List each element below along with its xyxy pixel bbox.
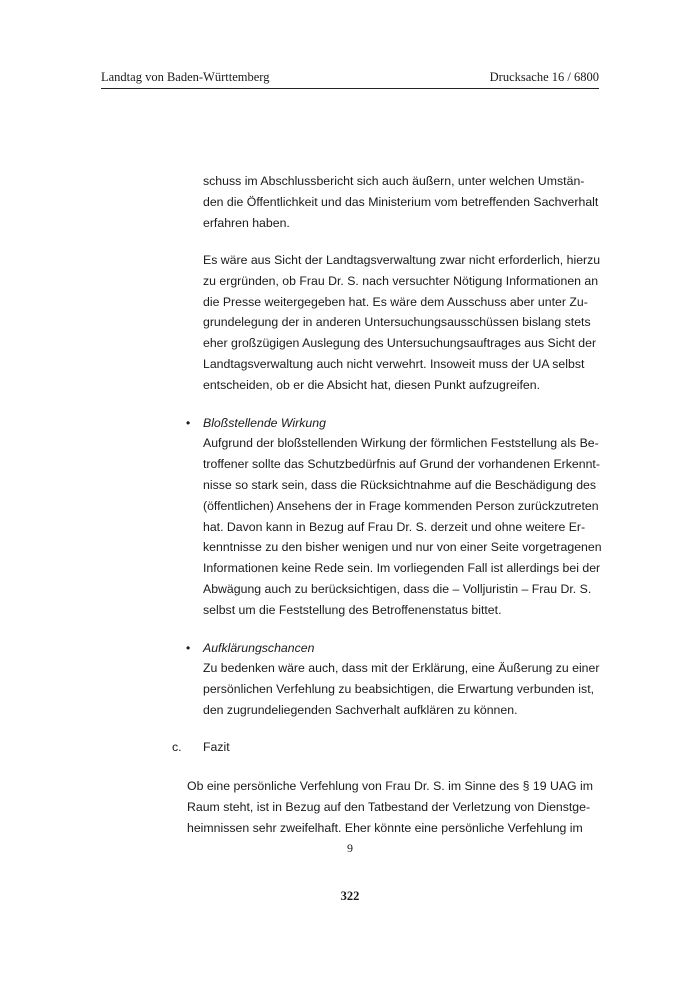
text-line: die Presse weitergegeben hat. Es wäre dem Ausschuss aber unter Zu- bbox=[203, 294, 588, 309]
text-line: Aufgrund der bloßstellenden Wirkung der förmlichen Feststellung als Be- bbox=[203, 436, 599, 451]
text-line: troffener sollte das Schutzbedürfnis auf Grund der vorhandenen Erkennt- bbox=[203, 457, 600, 472]
bullet-title: Bloßstellende Wirkung bbox=[203, 415, 326, 430]
text-line: den zugrundeliegenden Sachverhalt aufklären zu können. bbox=[203, 702, 518, 717]
text-line: nisse so stark sein, dass die Rücksichtnahme auf die Beschädigung des bbox=[203, 477, 597, 492]
text-line: Raum steht, ist in Bezug auf den Tatbestand der Verletzung von Dienstge- bbox=[187, 799, 591, 814]
bullet-marker: • bbox=[186, 415, 191, 430]
text-line: Landtagsverwaltung auch nicht verwehrt. Insoweit muss der UA selbst bbox=[203, 356, 585, 371]
paragraph bbox=[203, 250, 601, 396]
section-label: c. bbox=[172, 740, 182, 754]
text-line: zu ergründen, ob Frau Dr. S. nach versuchter Nötigung Informationen an bbox=[203, 273, 599, 288]
text-line: erfahren haben. bbox=[203, 215, 290, 230]
document-page-number: 322 bbox=[340, 889, 360, 903]
text-line: eher großzügigen Auslegung des Untersuchungsauftrages aus Sicht der bbox=[203, 336, 597, 351]
text-line: (öffentlichen) Ansehens der in Frage kommenden Person zurückzutreten bbox=[203, 498, 599, 513]
header-left: Landtag von Baden-Württemberg bbox=[101, 70, 270, 84]
running-header bbox=[101, 70, 599, 89]
text-line: Informationen keine Rede sein. Im vorliegenden Fall ist allerdings bei der bbox=[203, 561, 601, 576]
text-line: schuss im Abschlussbericht sich auch äußern, unter welchen Umstän- bbox=[203, 174, 585, 188]
text-line: Es wäre aus Sicht der Landtagsverwaltung zwar nicht erforderlich, hierzu bbox=[203, 252, 601, 267]
text-line: Ob eine persönliche Verfehlung von Frau Dr. S. im Sinne des § 19 UAG im bbox=[187, 779, 594, 793]
paragraph bbox=[203, 171, 599, 233]
main-text bbox=[186, 171, 602, 721]
text-line: den die Öffentlichkeit und das Ministerium vom betreffenden Sachverhalt bbox=[203, 194, 599, 209]
page-number: 9 bbox=[347, 841, 353, 855]
text-line: persönlichen Verfehlung zu beabsichtigen, die Erwartung verbunden ist, bbox=[203, 682, 595, 697]
text-line: heimnissen sehr zweifelhaft. Eher könnte eine persönliche Verfehlung im bbox=[187, 820, 583, 835]
section-title: Fazit bbox=[203, 740, 230, 754]
text-line: Abwägung auch zu berücksichtigen, dass die – Volljuristin – Frau Dr. S. bbox=[203, 581, 592, 596]
text-line: Zu bedenken wäre auch, dass mit der Erklärung, eine Äußerung zu einer bbox=[203, 661, 600, 676]
text-line: kenntnisse zu den bisher wenigen und nur von einer Seite vorgetragenen bbox=[203, 540, 602, 555]
header-right: Drucksache 16 / 6800 bbox=[489, 70, 599, 84]
bullet-item bbox=[186, 413, 602, 621]
text-line: hat. Davon kann in Bezug auf Frau Dr. S. derzeit und ohne weitere Er- bbox=[203, 519, 586, 534]
section-heading bbox=[172, 737, 230, 758]
bullet-item bbox=[186, 638, 600, 721]
text-line: selbst um die Feststellung des Betroffenenstatus bittet. bbox=[203, 602, 502, 617]
text-line: entscheiden, ob er die Absicht hat, diesen Punkt aufzugreifen. bbox=[203, 377, 541, 392]
text-line: grundelegung der in anderen Untersuchungsausschüssen bislang stets bbox=[203, 315, 591, 330]
bullet-marker: • bbox=[186, 640, 191, 655]
bullet-title: Aufklärungschancen bbox=[203, 640, 315, 655]
fazit-paragraph bbox=[187, 776, 594, 838]
